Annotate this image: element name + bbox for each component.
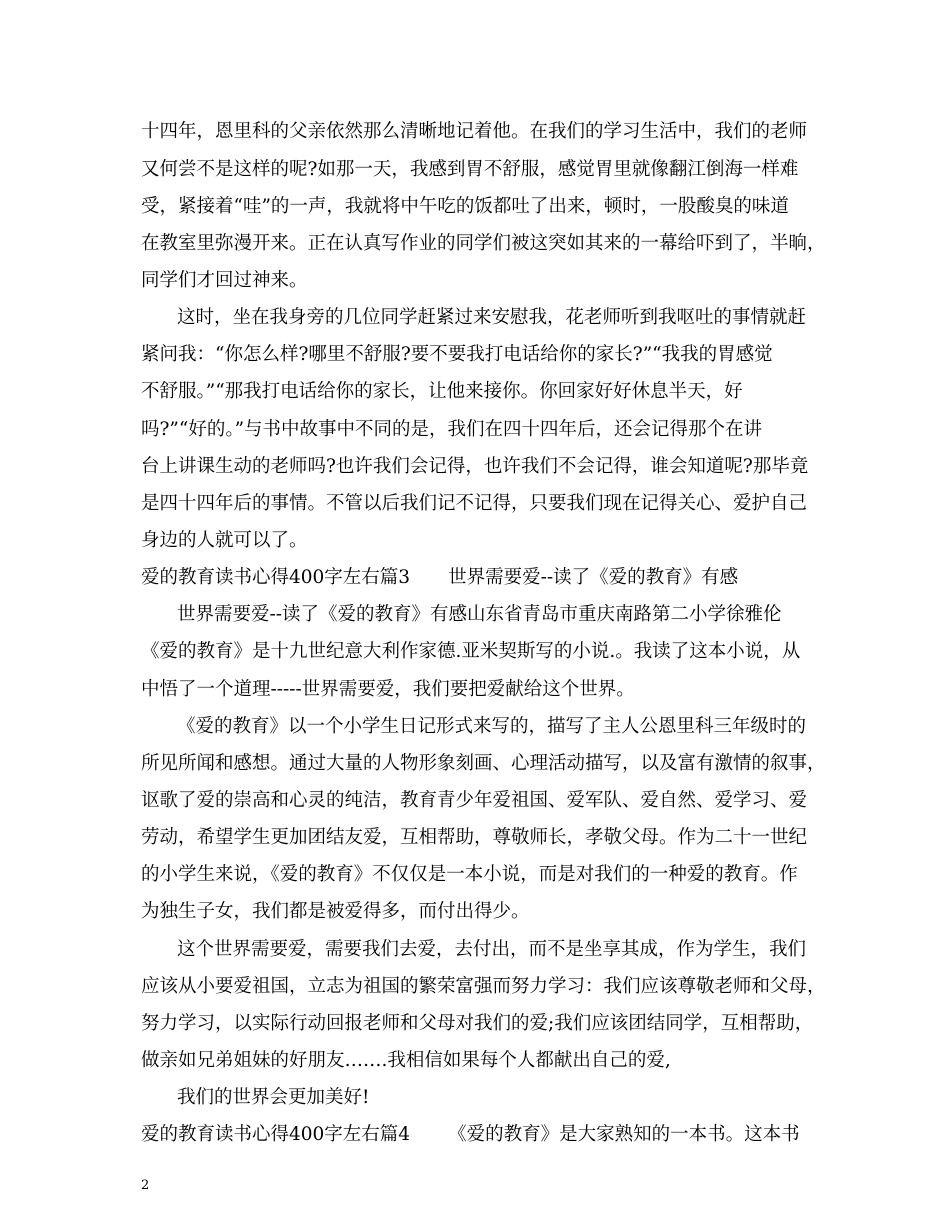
section-heading-4 [141,1123,800,1147]
text-line: 的小学生来说，《爱的教育》不仅仅是一本小说，而是对我们的一种爱的教育。作 [141,864,798,885]
text-line: 十四年，恩里科的父亲依然那么清晰地记着他。在我们的学习生活中，我们的老师 [141,121,808,142]
paragraph-start: 世界需要爱--读了《爱的教育》有感山东省青岛市重庆南路第二小学徐雅伦 [177,604,782,625]
section-heading-3 [141,566,738,590]
paragraph-start: 我们的世界会更加美好! [177,1087,370,1108]
section-heading-text: 《爱的教育》是大家熟知的一本书。这本书 [448,1124,800,1145]
text-line: 《爱的教育》是十九世纪意大利作家德.亚米契斯写的小说.。我读了这本小说，从 [141,641,801,662]
text-line: 所见所闻和感想。通过大量的人物形象刻画、心理活动描写，以及富有激情的叙事， [141,753,826,774]
section-heading-label: 爱的教育读书心得400字左右篇3 [141,567,411,588]
text-line: 做亲如兄弟姐妹的好朋友…….我相信如果每个人都献出自己的爱, [141,1050,671,1071]
text-line: 同学们才回过神来。 [141,270,308,291]
text-line: 身边的人就可以了。 [141,530,308,551]
text-line: 劳动，希望学生更加团结友爱，互相帮助，尊敬师长，孝敬父母。作为二十一世纪 [141,827,808,848]
text-line: 努力学习，以实际行动回报老师和父母对我们的爱;我们应该团结同学，互相帮助， [141,1013,814,1034]
text-line: 在教室里弥漫开来。正在认真写作业的同学们被这突如其来的一幕给吓到了，半晌， [141,233,826,254]
paragraph-start: 这时，坐在我身旁的几位同学赶紧过来安慰我，花老师听到我呕吐的事情就赶 [177,307,807,328]
text-line: 不舒服。”“那我打电话给你的家长，让他来接你。你回家好好休息半天，好 [141,381,743,402]
text-line: 中悟了一个道理-----世界需要爱，我们要把爱献给这个世界。 [141,679,635,700]
text-line: 台上讲课生动的老师吗?也许我们会记得，也许我们不会记得，谁会知道呢?那毕竟 [141,456,809,477]
section-heading-label: 爱的教育读书心得400字左右篇4 [141,1124,411,1145]
text-line: 为独生子女，我们都是被爱得多，而付出得少。 [141,901,530,922]
text-line: 应该从小要爱祖国，立志为祖国的繁荣富强而努力学习：我们应该尊敬老师和父母， [141,976,826,997]
text-line: 讴歌了爱的崇高和心灵的纯洁，教育青少年爱祖国、爱军队、爱自然、爱学习、爱 [141,790,808,811]
text-line: 受，紧接着“哇”的一声，我就将中午吃的饭都吐了出来，顿时，一股酸臭的味道 [141,196,789,217]
page-number: 2 [141,1178,150,1193]
text-line: 又何尝不是这样的呢?如那一天，我感到胃不舒服，感觉胃里就像翻江倒海一样难 [141,159,799,180]
paragraph-start: 这个世界需要爱，需要我们去爱，去付出，而不是坐享其成，作为学生，我们 [177,939,807,960]
section-heading-text: 世界需要爱--读了《爱的教育》有感 [448,567,739,588]
text-line: 是四十四年后的事情。不管以后我们记不记得，只要我们现在记得关心、爱护自己 [141,493,808,514]
text-line: 吗?”“好的。”与书中故事中不同的是，我们在四十四年后，还会记得那个在讲 [141,419,763,440]
paragraph-start: 《爱的教育》以一个小学生日记形式来写的，描写了主人公恩里科三年级时的 [177,716,807,737]
text-line: 紧问我：“你怎么样?哪里不舒服?要不要我打电话给你的家长?”“我我的胃感觉 [141,344,773,365]
